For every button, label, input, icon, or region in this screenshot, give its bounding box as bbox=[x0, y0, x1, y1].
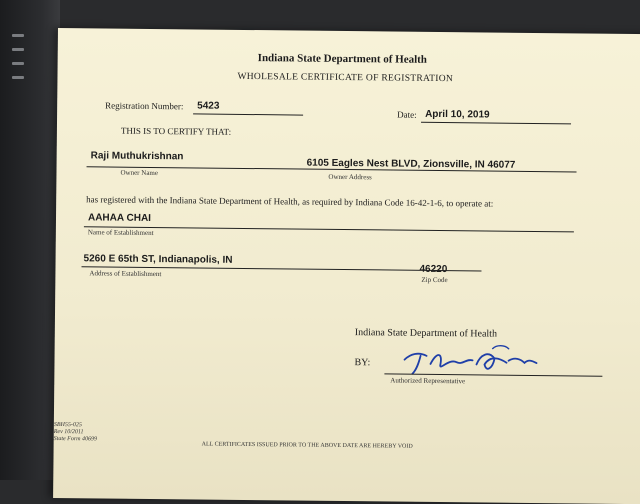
establishment-zip: 46220 bbox=[419, 263, 448, 276]
owner-address: 6105 Eagles Nest BLVD, Zionsville, IN 46077 bbox=[306, 157, 516, 171]
certificate-paper bbox=[53, 28, 640, 504]
zip-code-caption: Zip Code bbox=[421, 275, 448, 285]
device-edge-mark bbox=[12, 48, 24, 51]
registration-number-value: 5423 bbox=[197, 100, 220, 112]
device-edge-mark bbox=[12, 76, 24, 79]
device-edge-mark bbox=[12, 34, 24, 37]
certify-text: THIS IS TO CERTIFY THAT: bbox=[120, 125, 232, 137]
state-form-number: State Form 40699 bbox=[53, 435, 98, 443]
department-title: Indiana State Department of Health bbox=[257, 52, 428, 66]
registration-number-label: Registration Number: bbox=[105, 100, 184, 112]
establishment-address-caption: Address of Establishment bbox=[89, 269, 162, 279]
establishment-name-line bbox=[84, 226, 574, 232]
date-value: April 10, 2019 bbox=[425, 108, 490, 121]
date-label: Date: bbox=[397, 109, 417, 120]
form-number: SBH55-025 bbox=[53, 421, 82, 429]
device-edge-mark bbox=[12, 62, 24, 65]
signature-department: Indiana State Department of Health bbox=[354, 327, 498, 340]
establishment-address: 5260 E 65th ST, Indianapolis, IN bbox=[83, 253, 233, 266]
authorized-representative-caption: Authorized Representative bbox=[390, 376, 466, 386]
certificate-title: WHOLESALE CERTIFICATE OF REGISTRATION bbox=[237, 71, 454, 85]
date-line bbox=[421, 122, 571, 125]
registration-number-line bbox=[193, 113, 303, 115]
owner-name-caption: Owner Name bbox=[120, 168, 159, 178]
desk-background bbox=[0, 0, 60, 480]
owner-name: Raji Muthukrishnan bbox=[90, 150, 184, 163]
owner-address-caption: Owner Address bbox=[328, 172, 372, 182]
by-label: BY: bbox=[354, 357, 371, 369]
form-info bbox=[54, 422, 98, 443]
registered-statement: has registered with the Indiana State Department of Health, as required by Indiana Code 16-42-1-6, to operate at: bbox=[86, 194, 494, 209]
form-revision: Rev 10/2011 bbox=[53, 428, 84, 436]
establishment-name: AAHAA CHAI bbox=[87, 212, 152, 224]
establishment-name-caption: Name of Establishment bbox=[87, 228, 154, 238]
footer-void-notice: ALL CERTIFICATES ISSUED PRIOR TO THE ABOVE DATE ARE HEREBY VOID bbox=[201, 441, 413, 450]
